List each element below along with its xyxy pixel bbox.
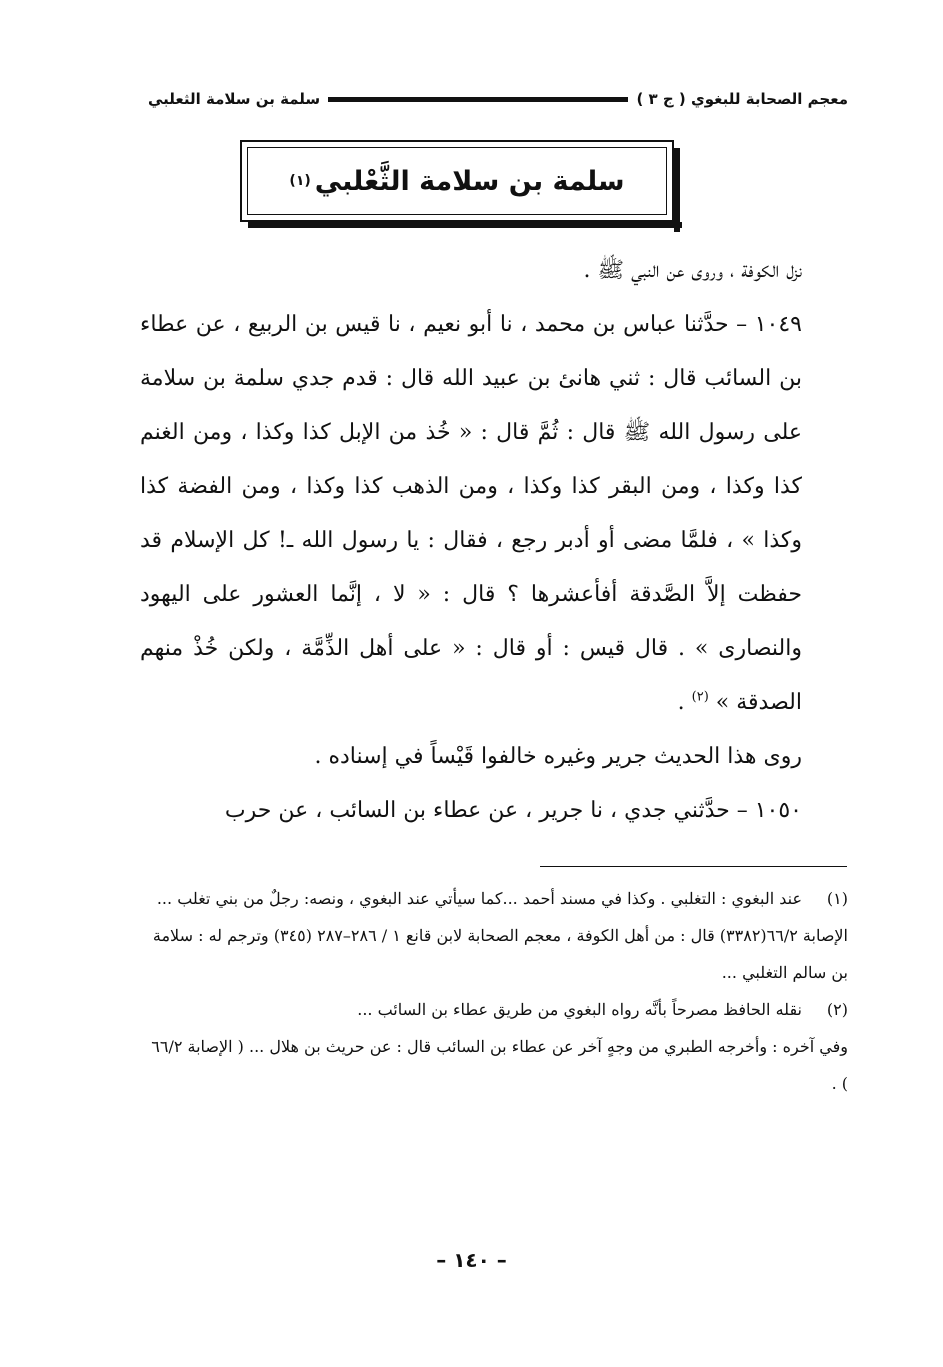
- footnote-1-continuation: الإصابة ٦٦/٢(٣٣٨٢) قال : من أهل الكوفة ، معجم الصحابة لابن قانع ١ / ٢٨٦–٢٨٧ (٣٤٥) وترجم له : سلامة بن سالم التغلبي ...: [152, 926, 848, 982]
- entry-title: [242, 142, 672, 220]
- footnote-separator: [540, 866, 847, 867]
- footnote-2-number: (٢): [826, 1000, 848, 1019]
- entry-title-box: [240, 140, 674, 222]
- header-rule: [328, 97, 628, 102]
- hadith-1049-text: ١٠٤٩ – حدَّثنا عباس بن محمد ، نا أبو نعيم ، نا قيس بن الربيع ، عن عطاء بن السائب قال : ثني هانئ بن عبيد الله قال : قدم جدي سلمة بن سلامة على رسول الله ﷺ قال : ثُمَّ قال : « خُذ من الإبل كذا وكذا ، ومن الغنم كذا وكذا ، ومن البقر كذا وكذا ، ومن الذهب كذا وكذا ، ومن الفضة كذا وكذا » ، فلمَّا مضى أو أدبر رجع ، فقال : يا رسول الله ـ! كل الإسلام قد حفظت إلاَّ الصَّدقة أفأعشرها ؟ قال : « لا ، إنَّما العشور على اليهود والنصارى » . قال قيس : أو قال : « على أهل الذِّمَّة ، ولكن خُذْ منهم الصدقة »: [140, 312, 802, 715]
- hadith-1050: ١٠٥٠ – حدَّثني جدي ، نا جرير ، عن عطاء بن السائب ، عن حرب: [224, 798, 802, 823]
- running-header-book-title: معجم الصحابة للبغوي ( ج ٣ ): [636, 90, 848, 108]
- footnote-2-text: نقله الحافظ مصرحاً بأنَّه رواه البغوي من طريق عطاء بن السائب ...: [357, 1000, 802, 1019]
- hadith-1049-end: .: [677, 690, 692, 715]
- footnote-2: [140, 991, 848, 1028]
- running-header: [148, 84, 848, 114]
- footnote-1: [140, 880, 848, 917]
- main-text: [140, 244, 848, 838]
- entry-intro: نزل الكوفة ، وروى عن النبي ﷺ .: [583, 258, 802, 283]
- page-number: – ١٤٠ –: [436, 1248, 507, 1272]
- running-header-entry-title: سلمة بن سلامة الثعلبي: [148, 90, 321, 108]
- footnote-2-continuation: وفي آخره : وأخرجه الطبري من وجهٍ آخر عن عطاء بن السائب قال : عن حريث بن هلال ... ( الإصابة ٦٦/٢ ) .: [151, 1037, 848, 1093]
- title-box-shadow-bottom: [248, 222, 682, 228]
- hadith-1049: [140, 298, 848, 730]
- entry-title-text: سلمة بن سلامة الثَّعْلبي: [314, 165, 625, 197]
- footnote-1-number: (١): [826, 889, 848, 908]
- footnote-ref-1: (١): [289, 173, 311, 189]
- isnad-remark: روى هذا الحديث جرير وغيره خالفوا قَيْساً في إسناده .: [314, 744, 802, 769]
- footnote-ref-2: (٢): [691, 689, 709, 705]
- footnotes: [140, 880, 848, 1102]
- footnote-1-text: عند البغوي : التغلبي . وكذا في مسند أحمد ...كما سيأتي عند البغوي ، ونصه: رجلٌ من بني تغلب ...: [156, 889, 802, 908]
- title-box-shadow-right: [674, 148, 680, 232]
